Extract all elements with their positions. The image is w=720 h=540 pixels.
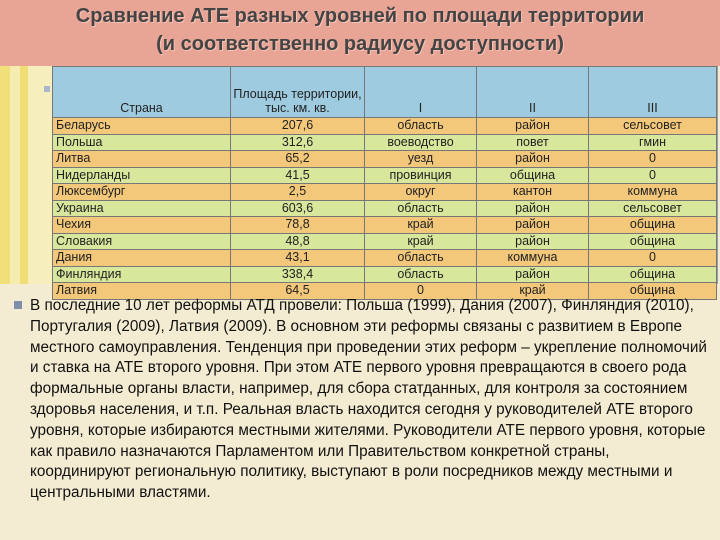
- slide-title-line-2: (и соответственно радиусу доступности): [156, 33, 564, 55]
- cell-level-3: 0: [589, 167, 717, 184]
- cell-country: Дания: [53, 250, 231, 267]
- cell-level-1: область: [365, 266, 477, 283]
- cell-level-3: 0: [589, 250, 717, 267]
- cell-level-2: община: [477, 167, 589, 184]
- cell-level-3: 0: [589, 151, 717, 168]
- cell-level-2: край: [477, 283, 589, 300]
- slide-title-bar: [0, 0, 720, 66]
- table-row: [53, 167, 717, 184]
- cell-level-1: область: [365, 200, 477, 217]
- cell-level-2: район: [477, 266, 589, 283]
- cell-level-3: община: [589, 283, 717, 300]
- cell-level-3: коммуна: [589, 184, 717, 201]
- comparison-table: [52, 66, 717, 300]
- cell-level-1: область: [365, 250, 477, 267]
- cell-area: 78,8: [231, 217, 365, 234]
- cell-level-1: 0: [365, 283, 477, 300]
- cell-area: 65,2: [231, 151, 365, 168]
- cell-area: 2,5: [231, 184, 365, 201]
- cell-area: 338,4: [231, 266, 365, 283]
- cell-country: Латвия: [53, 283, 231, 300]
- table-body: [53, 118, 717, 300]
- cell-area: 312,6: [231, 134, 365, 151]
- table-row: [53, 118, 717, 135]
- bullet-marker-icon: [44, 86, 50, 92]
- cell-area: 207,6: [231, 118, 365, 135]
- table-row: [53, 151, 717, 168]
- cell-level-2: коммуна: [477, 250, 589, 267]
- cell-country: Словакия: [53, 233, 231, 250]
- table-row: [53, 250, 717, 267]
- cell-level-3: община: [589, 233, 717, 250]
- header-level-3: III: [589, 67, 717, 118]
- comparison-table-container: [52, 66, 718, 298]
- body-paragraph: В последние 10 лет реформы АТД провели: Польша (1999), Дания (2007), Финляндия (2010), Португалия (2009), Латвия (2009). В основном эти реформы связаны с развитием в Европе местного самоуправления. Тенденция при проведении этих реформ – укрепление полномочий и ставка на АТЕ второго уровня. При этом АТЕ первого уровня превращаются в своего рода формальные органы власти, например, для сбора статданных, для контроля за состоянием здоровья населения, и т.п. Реальная власть находится сегодня у руководителей АТЕ второго уровня, которые избираются местными жителями. Руководители АТЕ первого уровня, которые как правило назначаются Парламентом или Правительством конкретной страны, координируют региональную политику, выступают в роли посредников между местными и центральными властями.: [30, 297, 707, 502]
- cell-area: 603,6: [231, 200, 365, 217]
- header-country: Страна: [53, 67, 231, 118]
- cell-level-2: район: [477, 233, 589, 250]
- cell-level-1: край: [365, 217, 477, 234]
- cell-level-3: община: [589, 266, 717, 283]
- cell-country: Беларусь: [53, 118, 231, 135]
- decorative-stripes: [0, 66, 52, 284]
- cell-level-1: область: [365, 118, 477, 135]
- table-row: [53, 134, 717, 151]
- cell-country: Финляндия: [53, 266, 231, 283]
- cell-country: Польша: [53, 134, 231, 151]
- cell-level-1: уезд: [365, 151, 477, 168]
- cell-area: 64,5: [231, 283, 365, 300]
- cell-area: 48,8: [231, 233, 365, 250]
- slide-title-line-1: Сравнение АТЕ разных уровней по площади территории: [75, 5, 645, 27]
- table-row: [53, 266, 717, 283]
- cell-area: 43,1: [231, 250, 365, 267]
- cell-level-3: община: [589, 217, 717, 234]
- header-level-2: II: [477, 67, 589, 118]
- cell-country: Люксембург: [53, 184, 231, 201]
- bullet-square-icon: [14, 301, 22, 309]
- header-area: Площадь территории, тыс. км. кв.: [231, 67, 365, 118]
- table-row: [53, 184, 717, 201]
- header-level-1: I: [365, 67, 477, 118]
- cell-level-2: повет: [477, 134, 589, 151]
- cell-country: Нидерланды: [53, 167, 231, 184]
- table-header-row: [53, 67, 717, 118]
- cell-level-2: район: [477, 118, 589, 135]
- cell-country: Литва: [53, 151, 231, 168]
- table-row: [53, 200, 717, 217]
- body-text-block: [14, 296, 714, 504]
- table-row: [53, 217, 717, 234]
- cell-level-3: сельсовет: [589, 200, 717, 217]
- cell-level-1: провинция: [365, 167, 477, 184]
- cell-level-3: гмин: [589, 134, 717, 151]
- cell-level-1: край: [365, 233, 477, 250]
- cell-level-3: сельсовет: [589, 118, 717, 135]
- cell-level-2: район: [477, 200, 589, 217]
- cell-country: Чехия: [53, 217, 231, 234]
- cell-level-2: район: [477, 217, 589, 234]
- cell-level-1: округ: [365, 184, 477, 201]
- cell-area: 41,5: [231, 167, 365, 184]
- cell-level-1: воеводство: [365, 134, 477, 151]
- cell-level-2: кантон: [477, 184, 589, 201]
- cell-country: Украина: [53, 200, 231, 217]
- table-row: [53, 233, 717, 250]
- cell-level-2: район: [477, 151, 589, 168]
